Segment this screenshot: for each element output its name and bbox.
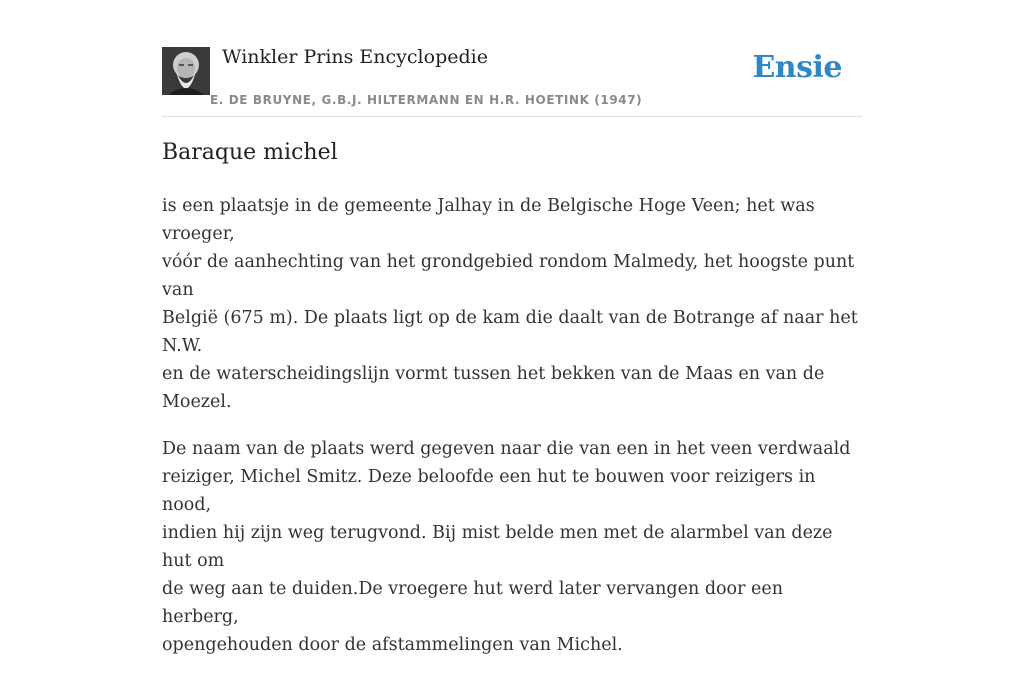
article-body bbox=[162, 192, 862, 678]
source-title[interactable]: Winkler Prins Encyclopedie bbox=[222, 46, 488, 68]
source-authors: E. DE BRUYNE, G.B.J. HILTERMANN EN H.R. HOETINK (1947) bbox=[210, 93, 643, 107]
article-title: Baraque michel bbox=[162, 140, 338, 165]
source-header bbox=[162, 44, 862, 117]
article-paragraph: De naam van de plaats werd gegeven naar die van een in het veen verdwaald reiziger, Michel Smitz. Deze beloofde een hut te bouwen voor reizigers in nood, indien hij zijn weg terugvond. Bij mist belde men met de alarmbel van deze hut om de weg aan te duiden.De vroegere hut werd later vervangen door een herberg, opengehouden door de afstammelingen van Michel. bbox=[162, 439, 851, 655]
author-portrait-icon[interactable] bbox=[162, 47, 210, 95]
article-paragraph: is een plaatsje in de gemeente Jalhay in de Belgische Hoge Veen; het was vroeger, vóór de aanhechting van het grondgebied rondom Malmedy, het hoogste punt van België (675 m). De plaats ligt op de kam die daalt van de Botrange af naar het N.W. en de waterscheidingslijn vormt tussen het bekken van de Maas en van de Moezel. bbox=[162, 196, 858, 412]
ensie-logo-link[interactable]: Ensie bbox=[752, 50, 842, 85]
